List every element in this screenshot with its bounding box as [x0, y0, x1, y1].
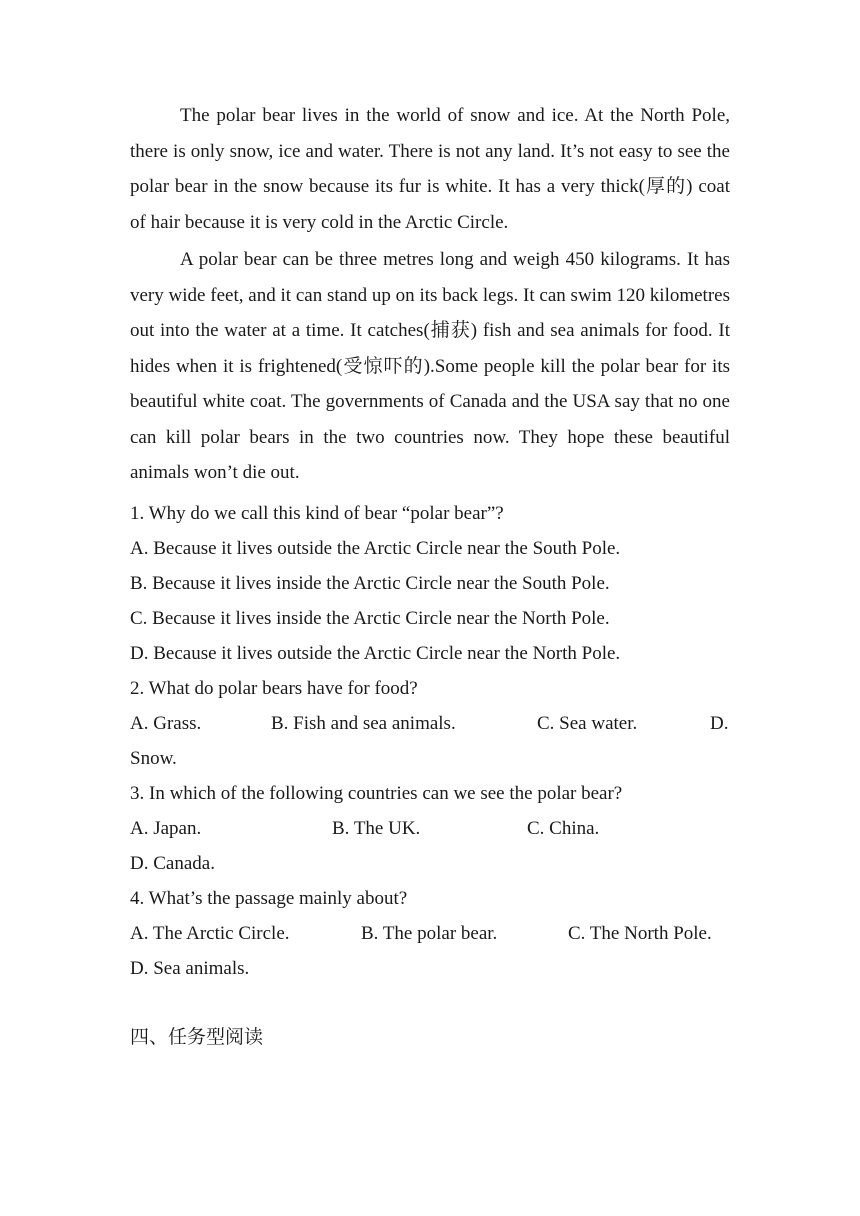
question-1-stem: 1. Why do we call this kind of bear “polar bear”?: [130, 503, 504, 524]
question-4-stem: 4. What’s the passage mainly about?: [130, 888, 408, 909]
question-1-option-c: C. Because it lives inside the Arctic Circle near the North Pole.: [130, 608, 610, 629]
question-2-option-c: C. Sea water.: [537, 713, 638, 734]
question-3-option-a: A. Japan.: [130, 818, 202, 839]
question-4-option-a: A. The Arctic Circle.: [130, 923, 290, 944]
question-1-option-d: D. Because it lives outside the Arctic Circle near the North Pole.: [130, 643, 621, 664]
question-4-option-d: D. Sea animals.: [130, 958, 250, 979]
question-3-options-row: [130, 811, 730, 846]
question-4-options-row: [130, 916, 730, 951]
passage-paragraph-2: A polar bear can be three metres long and weigh 450 kilograms. It has very wide feet, and it can stand up on its back legs. It can swim 120 kilometres out into the water at a time. It catches(捕获) fish and sea animals for food. It hides when it is frightened(受惊吓的).Some people kill the polar bear for its beautiful white coat. The governments of Canada and the USA say that no one can kill polar bears in the two countries now. They hope these beautiful animals won’t die out.: [130, 249, 730, 483]
question-2-stem: 2. What do polar bears have for food?: [130, 678, 418, 699]
question-2-option-b: B. Fish and sea animals.: [271, 713, 456, 734]
question-1-option-a: A. Because it lives outside the Arctic Circle near the South Pole.: [130, 538, 621, 559]
question-1-option-b: B. Because it lives inside the Arctic Circle near the South Pole.: [130, 573, 610, 594]
question-3-stem: 3. In which of the following countries can we see the polar bear?: [130, 783, 623, 804]
passage-paragraph-1: The polar bear lives in the world of snow and ice. At the North Pole, there is only snow, ice and water. There is not any land. It’s not easy to see the polar bear in the snow because its fur is white. It has a very thick(厚的) coat of hair because it is very cold in the Arctic Circle.: [130, 105, 730, 233]
question-2-option-d-letter: D.: [710, 713, 729, 734]
question-2-option-d-text: Snow.: [130, 748, 177, 769]
question-2-option-a: A. Grass.: [130, 713, 202, 734]
section-heading: 四、任务型阅读: [130, 1026, 264, 1048]
question-2-options-row: [130, 706, 730, 741]
question-3-option-d: D. Canada.: [130, 853, 215, 874]
question-4-option-c: C. The North Pole.: [568, 923, 712, 944]
question-4-option-b: B. The polar bear.: [361, 923, 498, 944]
question-3-option-c: C. China.: [527, 818, 600, 839]
question-3-option-b: B. The UK.: [332, 818, 421, 839]
